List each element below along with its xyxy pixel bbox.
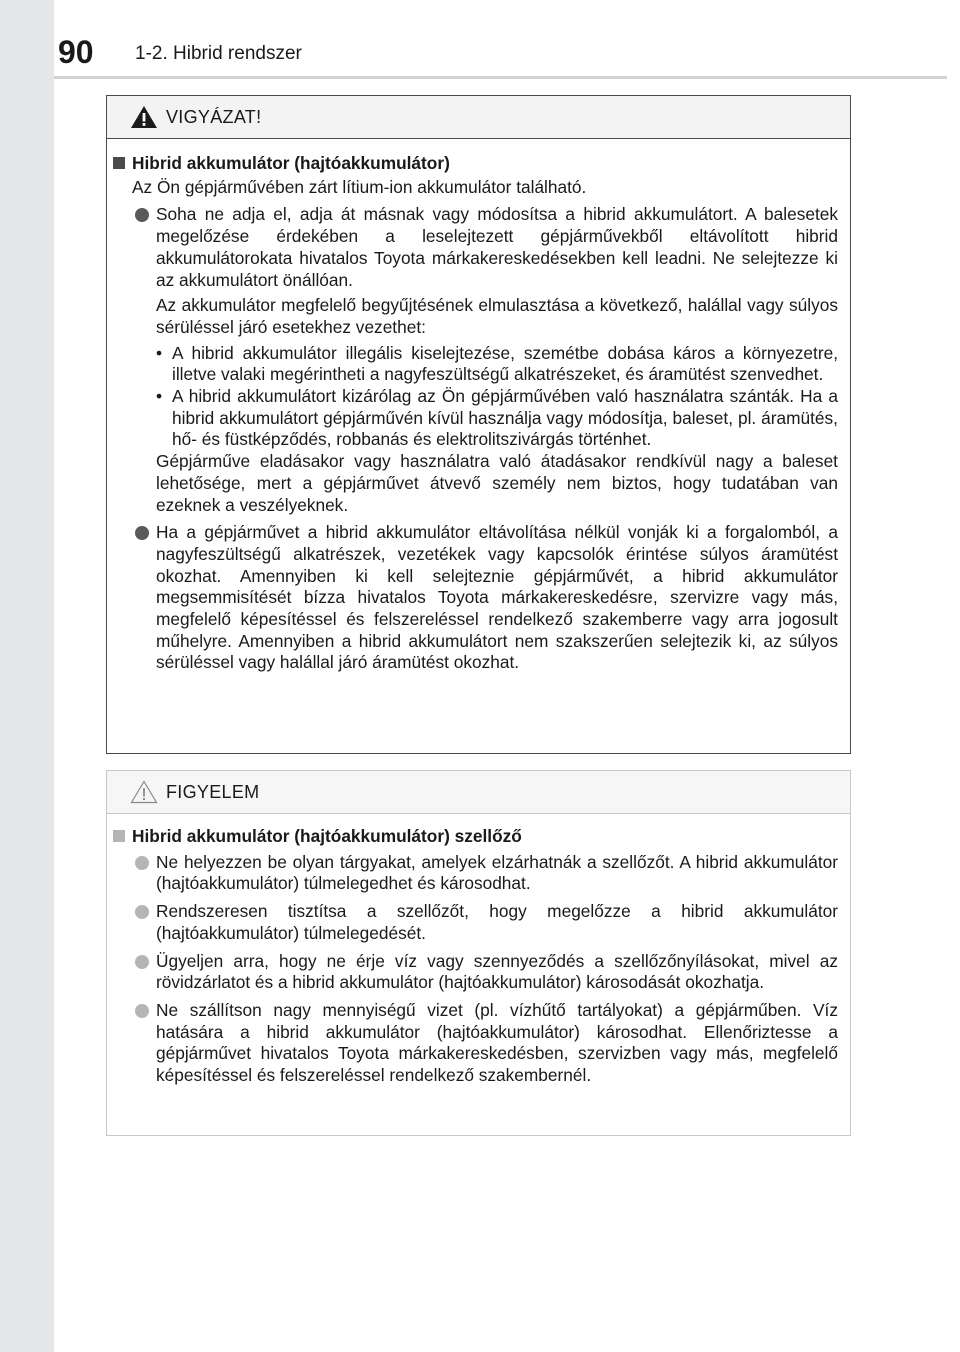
- sub-bullet-marker: •: [156, 342, 163, 363]
- warning-intro: Az Ön gépjárművében zárt lítium-ion akkumulátor található.: [132, 176, 587, 197]
- round-bullet-icon: [135, 526, 149, 540]
- round-bullet-icon: [135, 905, 149, 919]
- notice-box: [106, 770, 851, 1136]
- page-number: 90: [58, 34, 94, 70]
- warning-bullet-text: Ha a gépjárművet a hibrid akkumulátor eltávolítása nélkül vonják ki a forgalomból, a nagyfeszültségű alkatrészek, vezetékek vagy kapcsolók érintése súlyos áramütést okozhat. Amennyiben ki kell selejteznie gépjárművét, a hibrid akkumulátor megsemmisítését bízza hivatalos Toyota márkakereskedésre, szervizre vagy más, megfelelő képesítéssel és felszereléssel rendelkező szakemberre vagy arra jogosult műhelyre. Amennyiben a hibrid akkumulátort nem szakszerűen selejtezik ki, az súlyos sérüléssel vagy halállal járó áramütést okozhat.: [156, 522, 838, 673]
- round-bullet-icon: [135, 208, 149, 222]
- consequence-item-text: A hibrid akkumulátor illegális kiselejtezése, szemétbe dobása káros a környezetre, illetve valaki megérintheti a nagyfeszültségű alkatrészeket, és áramütést szenvedhet.: [172, 342, 838, 385]
- square-bullet-icon: [113, 830, 125, 842]
- warning-box: [106, 95, 851, 754]
- warning-triangle-icon: [130, 105, 158, 129]
- warning-bullet: [107, 522, 850, 674]
- warning-content: [107, 153, 850, 674]
- notice-content: [107, 826, 850, 1087]
- header-rule: [54, 76, 947, 79]
- round-bullet-icon: [135, 955, 149, 969]
- warning-section-title-text: Hibrid akkumulátor (hajtóakkumulátor): [132, 153, 450, 173]
- warning-bullet: [107, 204, 850, 291]
- side-strip: [0, 0, 54, 1352]
- notice-bullet: [107, 901, 850, 944]
- warning-bullet-text: Soha ne adja el, adja át másnak vagy módosítsa a hibrid akkumulátort. A balesetek megelőzése érdekében a leselejtezett gépjárművekből eltávolított hibrid akkumulátorokata hivatalos Toyota márkakereskedésekben kell leadni. Ne selejtezze ki az akkumulátort önállóan.: [156, 204, 838, 290]
- notice-bullet-text: Rendszeresen tisztítsa a szellőzőt, hogy megelőzze a hibrid akkumulátor (hajtóakkumulátor) túlmelegedését.: [156, 901, 838, 943]
- sale-note: Gépjárműve eladásakor vagy használatra való átadásakor rendkívül nagy a baleset lehetősége, mert a gépjárművet átvevő személy nem biztos, hogy tudatában van ezeknek a veszélyeknek.: [156, 451, 838, 515]
- notice-bullet-text: Ügyeljen arra, hogy ne érje víz vagy szennyeződés a szellőzőnyílásokat, mivel az rövidzárlatot és a hibrid akkumulátor (hajtóakkumulátor) károsodását okozhatja.: [156, 950, 838, 993]
- consequence-item-text: A hibrid akkumulátort kizárólag az Ön gépjárművében való használatra szánták. Ha a hibrid akkumulátort gépjárművén kívül használja vagy módosítja, baleset, pl. áramütés, hő- és füstképződés, robbanás és elektrolitszivárgás történhet.: [172, 386, 838, 450]
- consequence-item: [107, 386, 850, 451]
- notice-label: FIGYELEM: [166, 782, 260, 802]
- notice-box-header: [107, 771, 850, 814]
- notice-section-title: [107, 826, 850, 848]
- consequence-item: [107, 343, 850, 386]
- notice-bullet-text: Ne helyezzen be olyan tárgyakat, amelyek elzárhatnák a szellőzőt. A hibrid akkumulátor (hajtóakkumulátor) túlmelegedhet és károsodhat.: [156, 851, 838, 894]
- round-bullet-icon: [135, 1004, 149, 1018]
- notice-section-title-text: Hibrid akkumulátor (hajtóakkumulátor) szellőző: [132, 826, 522, 846]
- consequence-intro: Az akkumulátor megfelelő begyűjtésének elmulasztása a következő, halállal vagy súlyos sérüléssel járó esetekhez vezethet:: [156, 295, 838, 337]
- warning-box-header: [107, 96, 850, 139]
- notice-bullet: [107, 852, 850, 895]
- header-section-title: 1-2. Hibrid rendszer: [135, 43, 302, 64]
- notice-bullet: [107, 1000, 850, 1087]
- warning-section-title: [107, 153, 850, 175]
- round-bullet-icon: [135, 856, 149, 870]
- sub-bullet-marker: •: [156, 386, 163, 407]
- warning-label: VIGYÁZAT!: [166, 107, 262, 127]
- square-bullet-icon: [113, 157, 125, 169]
- notice-bullet: [107, 951, 850, 994]
- caution-triangle-icon: [130, 780, 158, 804]
- notice-bullet-text: Ne szállítson nagy mennyiségű vizet (pl. vízhűtő tartályokat) a gépjárműben. Víz hatására a hibrid akkumulátor (hajtóakkumulátor) károsodhat. Ellenőriztesse a gépjárművet hivatalos Toyota márkakereskedésben, szervizben vagy más, megfelelő képesítéssel és felszereléssel rendelkező szakembernél.: [156, 999, 838, 1086]
